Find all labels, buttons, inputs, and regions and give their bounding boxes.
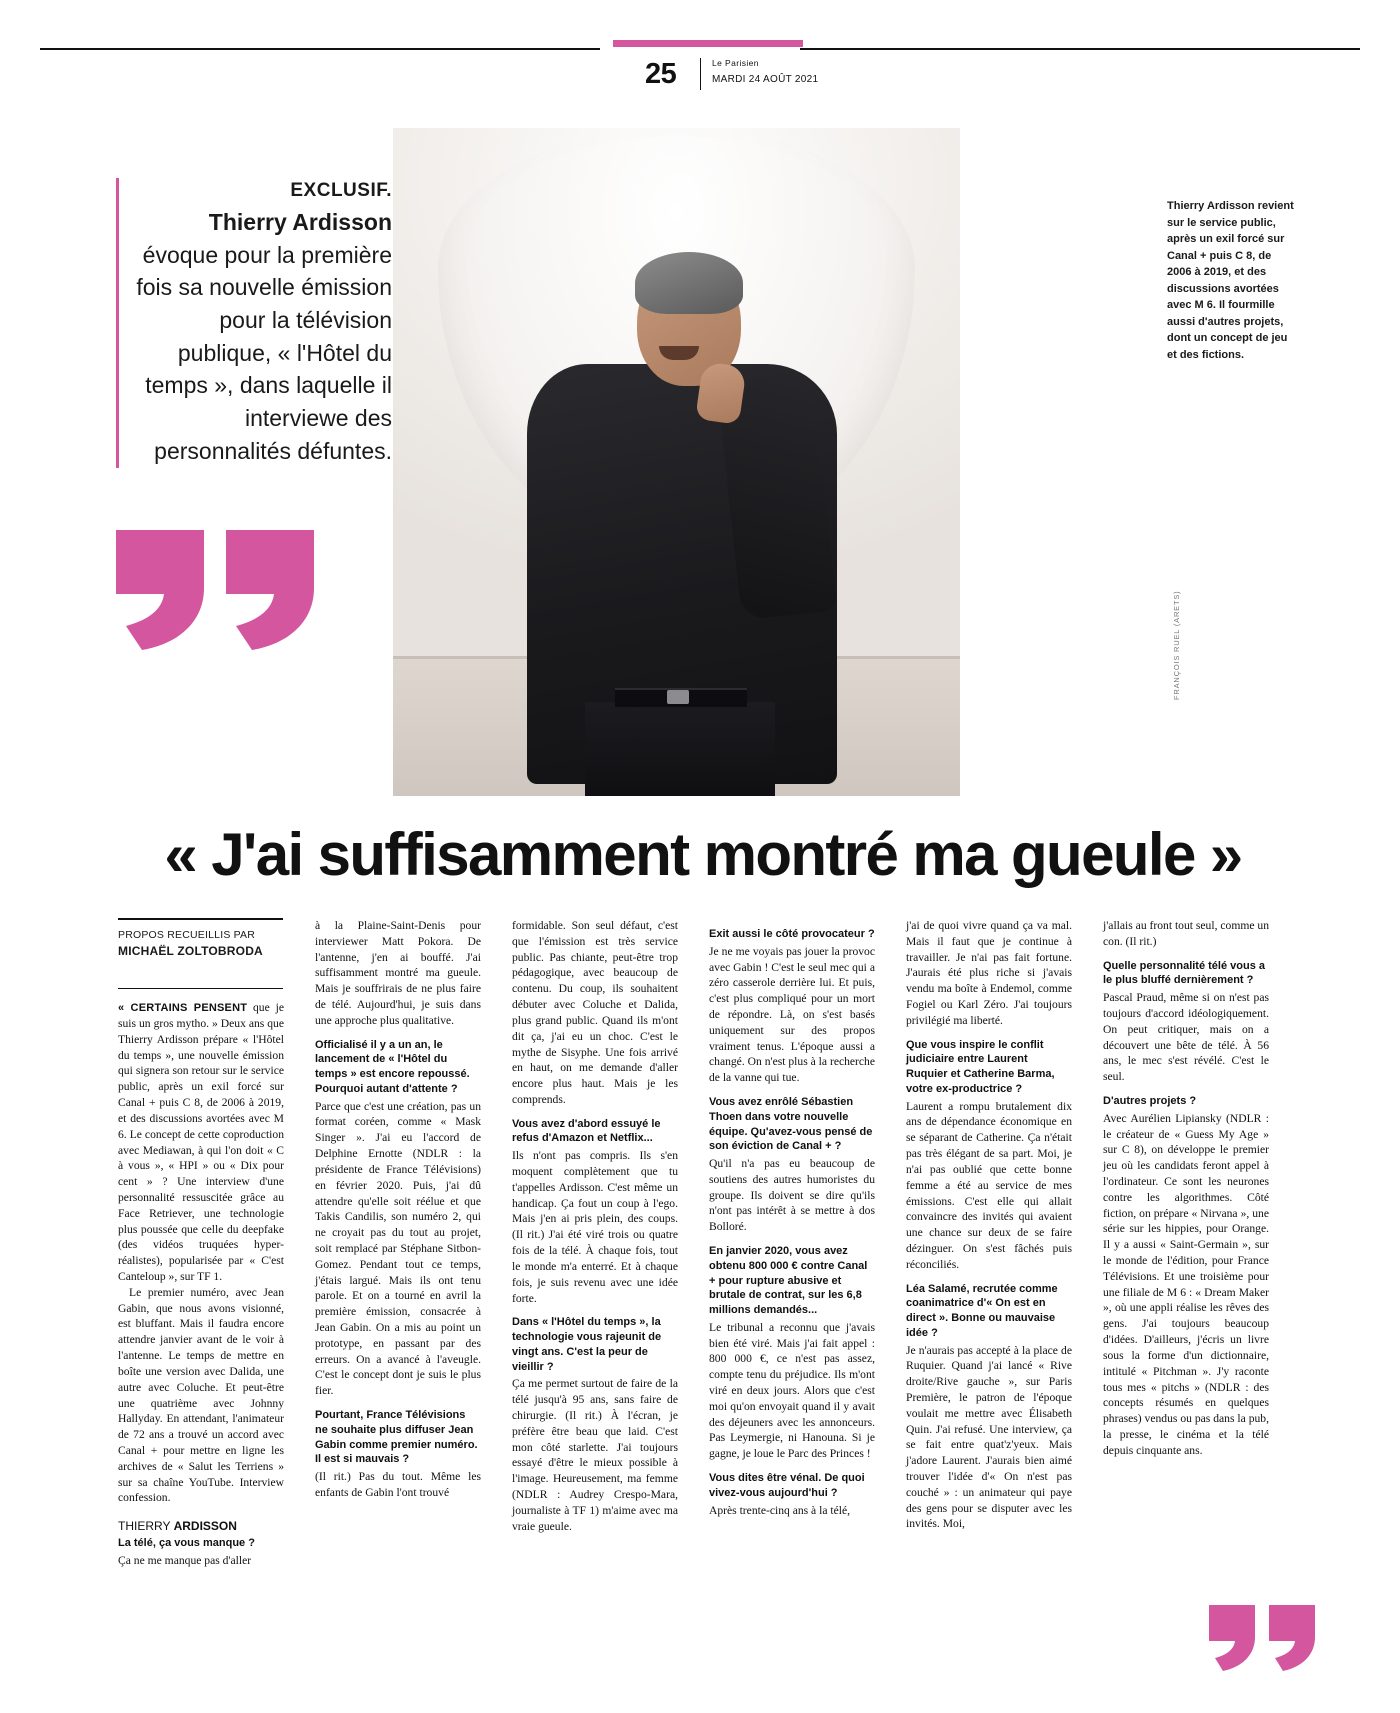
intro-accent-bar — [116, 178, 119, 468]
paragraph: à la Plaine-Saint-Denis pour interviewer Matt Pokora. De l'antenne, j'en ai bouffé. J'ai suffisamment montré ma gueule. Mais je souffrirais de ne plus faire de télé. Aujourd'hui, je suis dans une approche plus qualitative. — [315, 919, 481, 1027]
header-rule-right — [800, 48, 1360, 50]
paragraph: Après trente-cinq ans à la télé, — [709, 1503, 850, 1517]
masthead-title: Le Parisien — [712, 58, 759, 68]
paragraph: j'ai de quoi vivre quand ça va mal. Mais il faut que je continue à travailler. Je n'ai pas fait fortune. J'aurais été plus riche si j'avais vendu ma boîte à Endemol, comme Fogiel ou Karl Zéro. J'ai toujours privilégié ma liberté. — [906, 919, 1072, 1027]
paragraph: Ils n'ont pas compris. Ils s'en moquent complètement que tu t'appelles Ardisson. C'est même un handicap. Ça fout un coup à l'ego. Mais j'en ai pris plein, des coups. (Il rit.) J'ai été viré trois ou quatre fois de la télé. À chaque fois, tout le monde m'a enterré. Et à chaque fois, je suis revenu avec une idée forte. — [512, 1149, 678, 1305]
page-title: « J'ai suffisamment montré ma gueule » — [164, 821, 1242, 888]
article-photo — [393, 128, 960, 796]
column-2 — [315, 918, 481, 1501]
question: La télé, ça vous manque ? — [118, 1536, 255, 1549]
subject-belt-buckle — [667, 690, 689, 704]
byline-label: PROPOS RECUEILLIS PAR — [118, 929, 256, 941]
paragraph: Le tribunal a reconnu que j'avais bien été viré. Mais j'ai fait appel : 800 000 €, ce n'est pas assez, compte tenu du préjudice. Ils m'ont viré en deux jours. Alors que c'est moi qu'on envoyait quand il y avait des déjeuners avec les annonceurs. Pas Leymergie, ni Hanouna. Si je gagne, je loue le Parc des Princes ! — [709, 1320, 875, 1461]
intro-kicker: EXCLUSIF. — [290, 180, 392, 201]
publication-date: MARDI 24 AOÛT 2021 — [712, 74, 819, 85]
question: Que vous inspire le conflit judiciaire entre Laurent Ruquier et Catherine Barma, votre ex-productrice ? — [906, 1038, 1055, 1095]
paragraph: Je n'aurais pas accepté à la place de Ruquier. Quand j'ai lancé « Rive droite/Rive gauche », sur Paris Première, le patron de l'époque voulait me mettre avec Élisabeth Quin. J'ai refusé. Une interview, ça se fait entre quat'z'yeux. Mais j'adore Laurent. J'aurais bien aimé trouver l'idée d'« On n'est pas couché » : un animateur qui paye des gens pour se disputer avec les invités. Moi, — [906, 1343, 1072, 1531]
question: Pourtant, France Télévisions ne souhaite plus diffuser Jean Gabin comme premier numéro. Il est si mauvais ? — [315, 1409, 478, 1466]
column-1 — [118, 1000, 284, 1568]
intro-subject-name: Thierry Ardisson — [208, 209, 392, 235]
byline-author: MICHAËL ZOLTOBRODA — [118, 943, 263, 958]
paragraph-text: que je suis un gros mytho. » Deux ans que Thierry Ardisson prépare « l'Hôtel du temps », une nouvelle émission qui signera son retour sur le service public, après un exil forcé sur Canal + puis C 8, de 2006 à 2019, et des discussions avortées avec M 6. Le concept de cette coproduction avec Mediawan, à qui l'on doit « C à vous », « HPI » ou « Dix pour cent » ? Une interview d'une personnalité ressuscitée grâce au Face Retriever, une technologie plus poussée que celle du deepfake (des vidéos truquées hyper-réalistes), popularisée par « C'est Canteloup », sur TF 1. — [118, 1001, 284, 1283]
paragraph: (Il rit.) Pas du tout. Même les enfants de Gabin l'ont trouvé — [315, 1470, 481, 1499]
paragraph: Laurent a rompu brutalement dix ans de dépendance économique en se séparant de Catherine. Ça n'était pas très élégant de sa part. Moi, je n'ai pas oublié que cette bonne femme a été au service de mes émissions. C'est elle qui allait convaincre des invités qui avaient une chance sur deux de se faire dézinguer. On s'est fâchés puis réconciliés. — [906, 1099, 1072, 1271]
subject-trousers — [585, 702, 775, 796]
photo-caption: Thierry Ardisson revient sur le service public, après un exil forcé sur Canal + puis C 8, de 2006 à 2019, et des discussions avortées avec M 6. Il fourmille aussi d'autres projets, dont un concept de jeu et des fictions. — [1167, 200, 1294, 361]
quote-mark-icon — [108, 530, 328, 650]
question: Vous avez d'abord essuyé le refus d'Amazon et Netflix... — [512, 1117, 661, 1145]
article-body — [118, 918, 1300, 1678]
question: Exit aussi le côté provocateur ? — [709, 928, 875, 940]
question: En janvier 2020, vous avez obtenu 800 000 € contre Canal + pour rupture abusive et brutale de contrat, sur les 6,8 millions demandés... — [709, 1245, 868, 1316]
interviewee-lastname: ARDISSON — [173, 1519, 237, 1534]
intro-paragraph — [136, 209, 392, 464]
paragraph: formidable. Son seul défaut, c'est que l'émission est très service public. Pas chiante, peut-être trop pédagogique, avec beaucoup de contenu. Du coup, ils souhaitent débuter avec Coluche et Dalida, plus grand public. Quand ils m'ont dit ça, j'ai eu un choc. C'est le mythe de Sisyphe. Une fois arrivé en haut, on me demande d'aller encore plus haut. Mais je les comprends. — [512, 919, 678, 1106]
question: D'autres projets ? — [1103, 1094, 1197, 1107]
question: Vous avez enrôlé Sébastien Thoen dans votre nouvelle équipe. Qu'avez-vous pensé de son éviction de Canal + ? — [709, 1096, 873, 1153]
column-3 — [512, 918, 678, 1534]
paragraph: Ça me permet surtout de faire de la télé jusqu'à 95 ans, sans faire de chirurgie. (Il rit.) À l'écran, je préfère être beau que laid. C'est mon côté starlette. J'ai toujours essayé d'être le mieux possible à l'image. Heureusement, ma femme (NDLR : Audrey Crespo-Mara, journaliste à TF 1) m'aime avec ma vraie gueule. — [512, 1377, 678, 1533]
column-4 — [709, 918, 875, 1518]
quote-mark-end-icon — [1205, 1605, 1323, 1671]
paragraph: j'allais au front tout seul, comme un con. (Il rit.) — [1103, 919, 1269, 948]
paragraph: Ça ne me manque pas d'aller — [118, 1553, 252, 1567]
question: Léa Salamé, recrutée comme coanimatrice d'« On est en direct ». Bonne ou mauvaise idée ? — [906, 1282, 1058, 1339]
paragraph: Je ne me voyais pas jouer la provoc avec Gabin ! C'est le seul mec qui a zéro casserole derrière lui. Et puis, c'est plus compliqué pour un mort de répondre. Là, on s'est basés uniquement sur des propos vraiment tenus. L'époque aussi a changé. On n'est plus à la recherche de la vanne qui tue. — [709, 944, 875, 1085]
intro-body: évoque pour la première fois sa nouvelle émission pour la télévision publique, « l'Hôtel du temps », dans laquelle il interviewe des personnalités défuntes. — [136, 241, 392, 464]
interviewee-name — [118, 1518, 284, 1534]
question: Quelle personnalité télé vous a le plus bluffé dernièrement ? — [1103, 959, 1265, 987]
header-divider — [700, 58, 701, 90]
photo-credit: FRANÇOIS RUEL (ARETS) — [1172, 590, 1181, 700]
column-5 — [906, 918, 1072, 1532]
question: Vous dites être vénal. De quoi vivez-vous aujourd'hui ? — [709, 1472, 865, 1499]
header-pink-tab — [613, 40, 803, 47]
intro-block — [130, 180, 392, 467]
paragraph: Parce que c'est une création, pas un format coréen, comme « Mask Singer ». J'ai eu l'accord de Delphine Ernotte (NDLR : la présidente de France Télévisions) en février 2020. Puis, j'ai dû attendre qu'elle soit réélue et que Takis Candilis, son numéro 2, qui ne croyait pas du tout au projet, soit remplacé par Stéphane Sitbon-Gomez. Pendant tout ce temps, j'étais largué. Mais ils ont tenu parole. Et on a tourné en avril la première émission, consacrée à Jean Gabin. On a mis au point un prototype, en passant par des erreurs. On a avancé à l'aveugle. C'est le concept dont je suis le plus fier. — [315, 1099, 481, 1398]
question: Officialisé il y a un an, le lancement de « l'Hôtel du temps » est encore repoussé. Pourquoi autant d'attente ? — [315, 1038, 470, 1095]
question: Dans « l'Hôtel du temps », la technologie vous rajeunit de vingt ans. C'est la peur de vieillir ? — [512, 1316, 662, 1373]
paragraph: Le premier numéro, avec Jean Gabin, que nous avons visionné, est bluffant. Mais il faudra encore attendre janvier avant de le voir à l'antenne. Le temps de mettre en boîte une version avec Dalida, une autre avec Coluche. Et peut-être une quatrième avec Johnny Hallyday. En attendant, l'animateur de 72 ans a trouvé un accord avec Canal + pour mettre en ligne les archives de « Salut les Terriens » sur sa chaîne YouTube. Interview confession. — [118, 1285, 284, 1505]
paragraph: Qu'il n'a pas eu beaucoup de soutiens des autres humoristes du groupe. Ils doivent se dire qu'ils n'ont pas intérêt à se mettre à dos Bolloré. — [709, 1156, 875, 1234]
subject-hair — [635, 252, 743, 314]
interviewee-firstname: THIERRY — [118, 1519, 174, 1534]
paragraph: Avec Aurélien Lipiansky (NDLR : le créateur de « Guess My Age » sur C 8), on développe le premier jeu où les candidats feront appel à l'ordinateur. Ce sont les neurones contre les algorithmes. Côté fiction, on prépare « Nirvana », une série sur les hippies, pour Orange. Il y a aussi « Saint-Germain », sur le monde de l'édition, pour France Télévisions. Et une troisième pour une filiale de M 6 : « Dream Maker », où une appli réalise les rêves des gens. J'ai toujours beaucoup d'idées. D'ailleurs, j'écris un livre sous la forme d'un dictionnaire, intitulé « Pitchman ». J'y raconte tous mes « pitchs » (NDLR : des concepts résumés en quelques phrases) vendus ou pas dans la pub, la presse, le cinéma et la télé depuis cinquante ans. — [1103, 1111, 1269, 1457]
page-number: 25 — [645, 58, 677, 90]
paragraph — [118, 1000, 284, 1285]
header-rule-left — [40, 48, 600, 50]
paragraph: Pascal Praud, même si on n'est pas toujours d'accord idéologiquement. On peut critiquer, mais on a découvert une bête de télé. À 56 ans, le mec s'est révélé. C'est le seul. — [1103, 991, 1269, 1084]
column-6 — [1103, 918, 1269, 1459]
intro-lead-words: « CERTAINS PENSENT — [118, 1002, 248, 1014]
